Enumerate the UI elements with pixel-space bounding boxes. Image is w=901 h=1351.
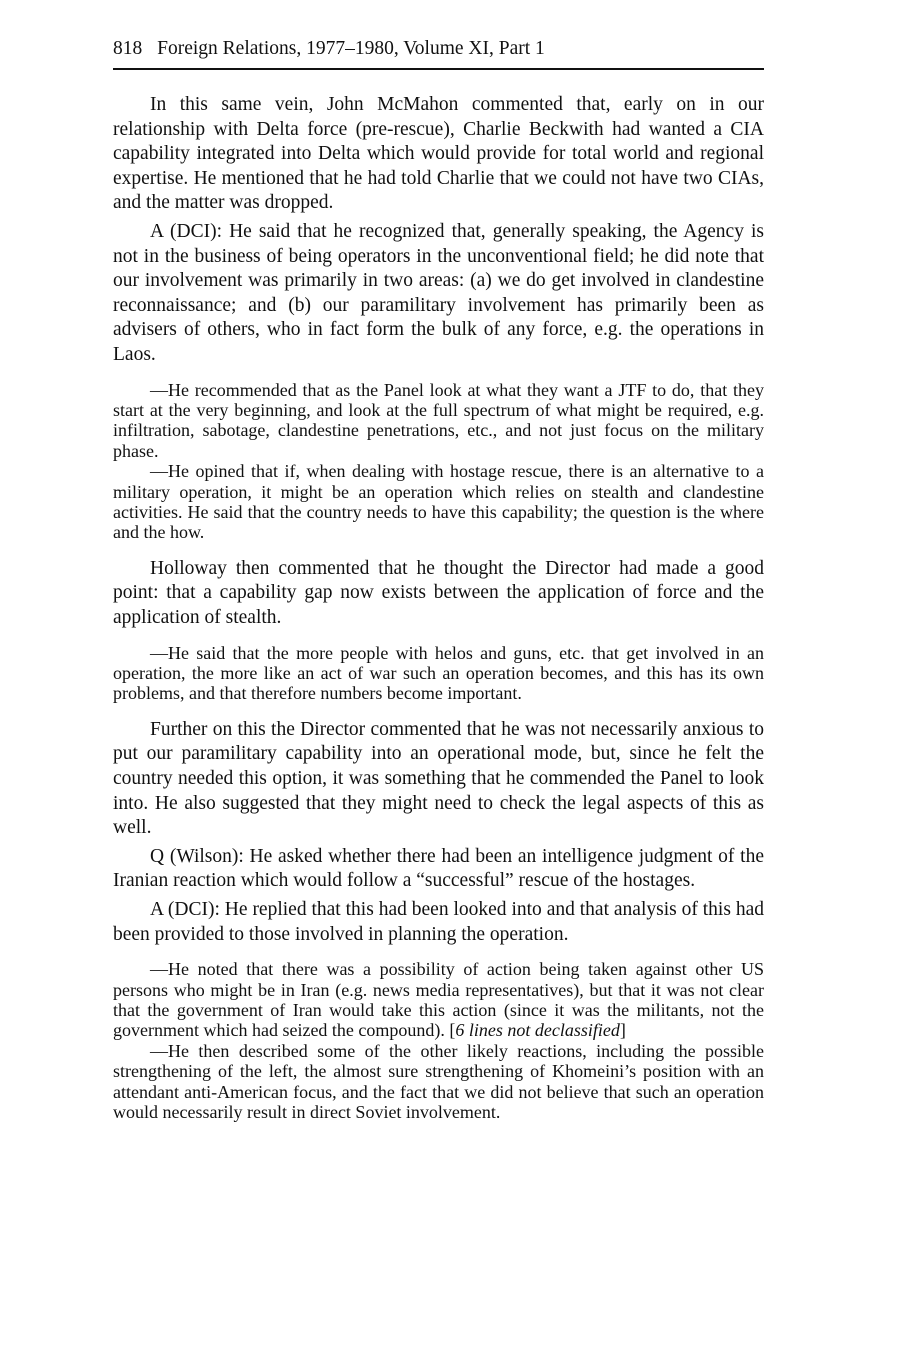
paragraph-mcmahon: In this same vein, John McMahon commented that, early on in our relationship with Delta force (pre-rescue), Charlie Beckwith had wanted a CIA capability integrated into Delta which would provide for total world and regional expertise. He mentioned that he had told Charlie that we could not have two CIAs, and the matter was dropped.	[113, 94, 764, 214]
paragraph-likely-reactions: —He then described some of the other likely reactions, including the possible strengthening of the left, the almost sure strengthening of Khomeini’s position with an attendant anti-American focus, and the fact that we did not believe that such an operation would necessarily result in direct Soviet involvement.	[113, 1040, 764, 1122]
paragraph-helos-guns: —He said that the more people with helos and guns, etc. that get involved in an operation, the more like an act of war such an operation becomes, and this has its own problems, and that therefore numbers become important.	[113, 642, 764, 704]
page-number: 818	[113, 38, 143, 59]
paragraph-dci-answer-1: A (DCI): He said that he recognized that, generally speaking, the Agency is not in the business of being operators in the unconventional field; he did note that our involvement was primarily in two areas: (a) we do get involved in clandestine reconnaissance; and (b) our paramilitary involvement has primarily been as advisers of others, who in fact form the bulk of any force, e.g. the operations in Laos.	[113, 220, 764, 365]
paragraph-holloway: Holloway then commented that he thought the Director had made a good point: that a capability gap now exists between the application of force and the application of stealth.	[113, 557, 764, 628]
us-persons-text: —He noted that there was a possibility of action being taken against other US persons who might be in Iran (e.g. news media representatives), but that it was not clear that the government of Iran would take this action (since it was the militants, not the government which had seized the compound).	[113, 959, 764, 1041]
volume-title: Foreign Relations, 1977–1980, Volume XI, Part 1	[157, 38, 545, 59]
document-body	[113, 93, 764, 1122]
running-header	[113, 36, 764, 70]
paragraph-dci-recommendation: —He recommended that as the Panel look at what they want a JTF to do, that they start at the very beginning, and look at the full spectrum of what might be required, e.g. infiltration, sabotage, clandestine penetrations, etc., and not just focus on the military phase.	[113, 379, 764, 461]
paragraph-us-persons	[113, 959, 764, 1041]
document-page	[113, 36, 764, 1122]
bracket-open: [	[449, 1020, 456, 1041]
paragraph-dci-answer-2: A (DCI): He replied that this had been looked into and that analysis of this had been provided to those involved in planning the operation.	[113, 898, 764, 945]
paragraph-wilson-question: Q (Wilson): He asked whether there had been an intelligence judgment of the Iranian reaction which would follow a “successful” rescue of the hostages.	[113, 845, 764, 892]
declassification-note: 6 lines not declassified	[455, 1020, 620, 1041]
paragraph-dci-opinion: —He opined that if, when dealing with hostage rescue, there is an alternative to a military operation, it might be an operation which relies on stealth and clandestine activities. He said that the country needs to have this capability; the question is the where and the how.	[113, 461, 764, 543]
paragraph-director-paramilitary: Further on this the Director commented that he was not necessarily anxious to put our paramilitary capability into an operational mode, but, since he felt the country needed this option, it was something that he commended the Panel to look into. He also suggested that they might need to check the legal aspects of this as well.	[113, 718, 764, 839]
bracket-close: ]	[619, 1020, 626, 1041]
